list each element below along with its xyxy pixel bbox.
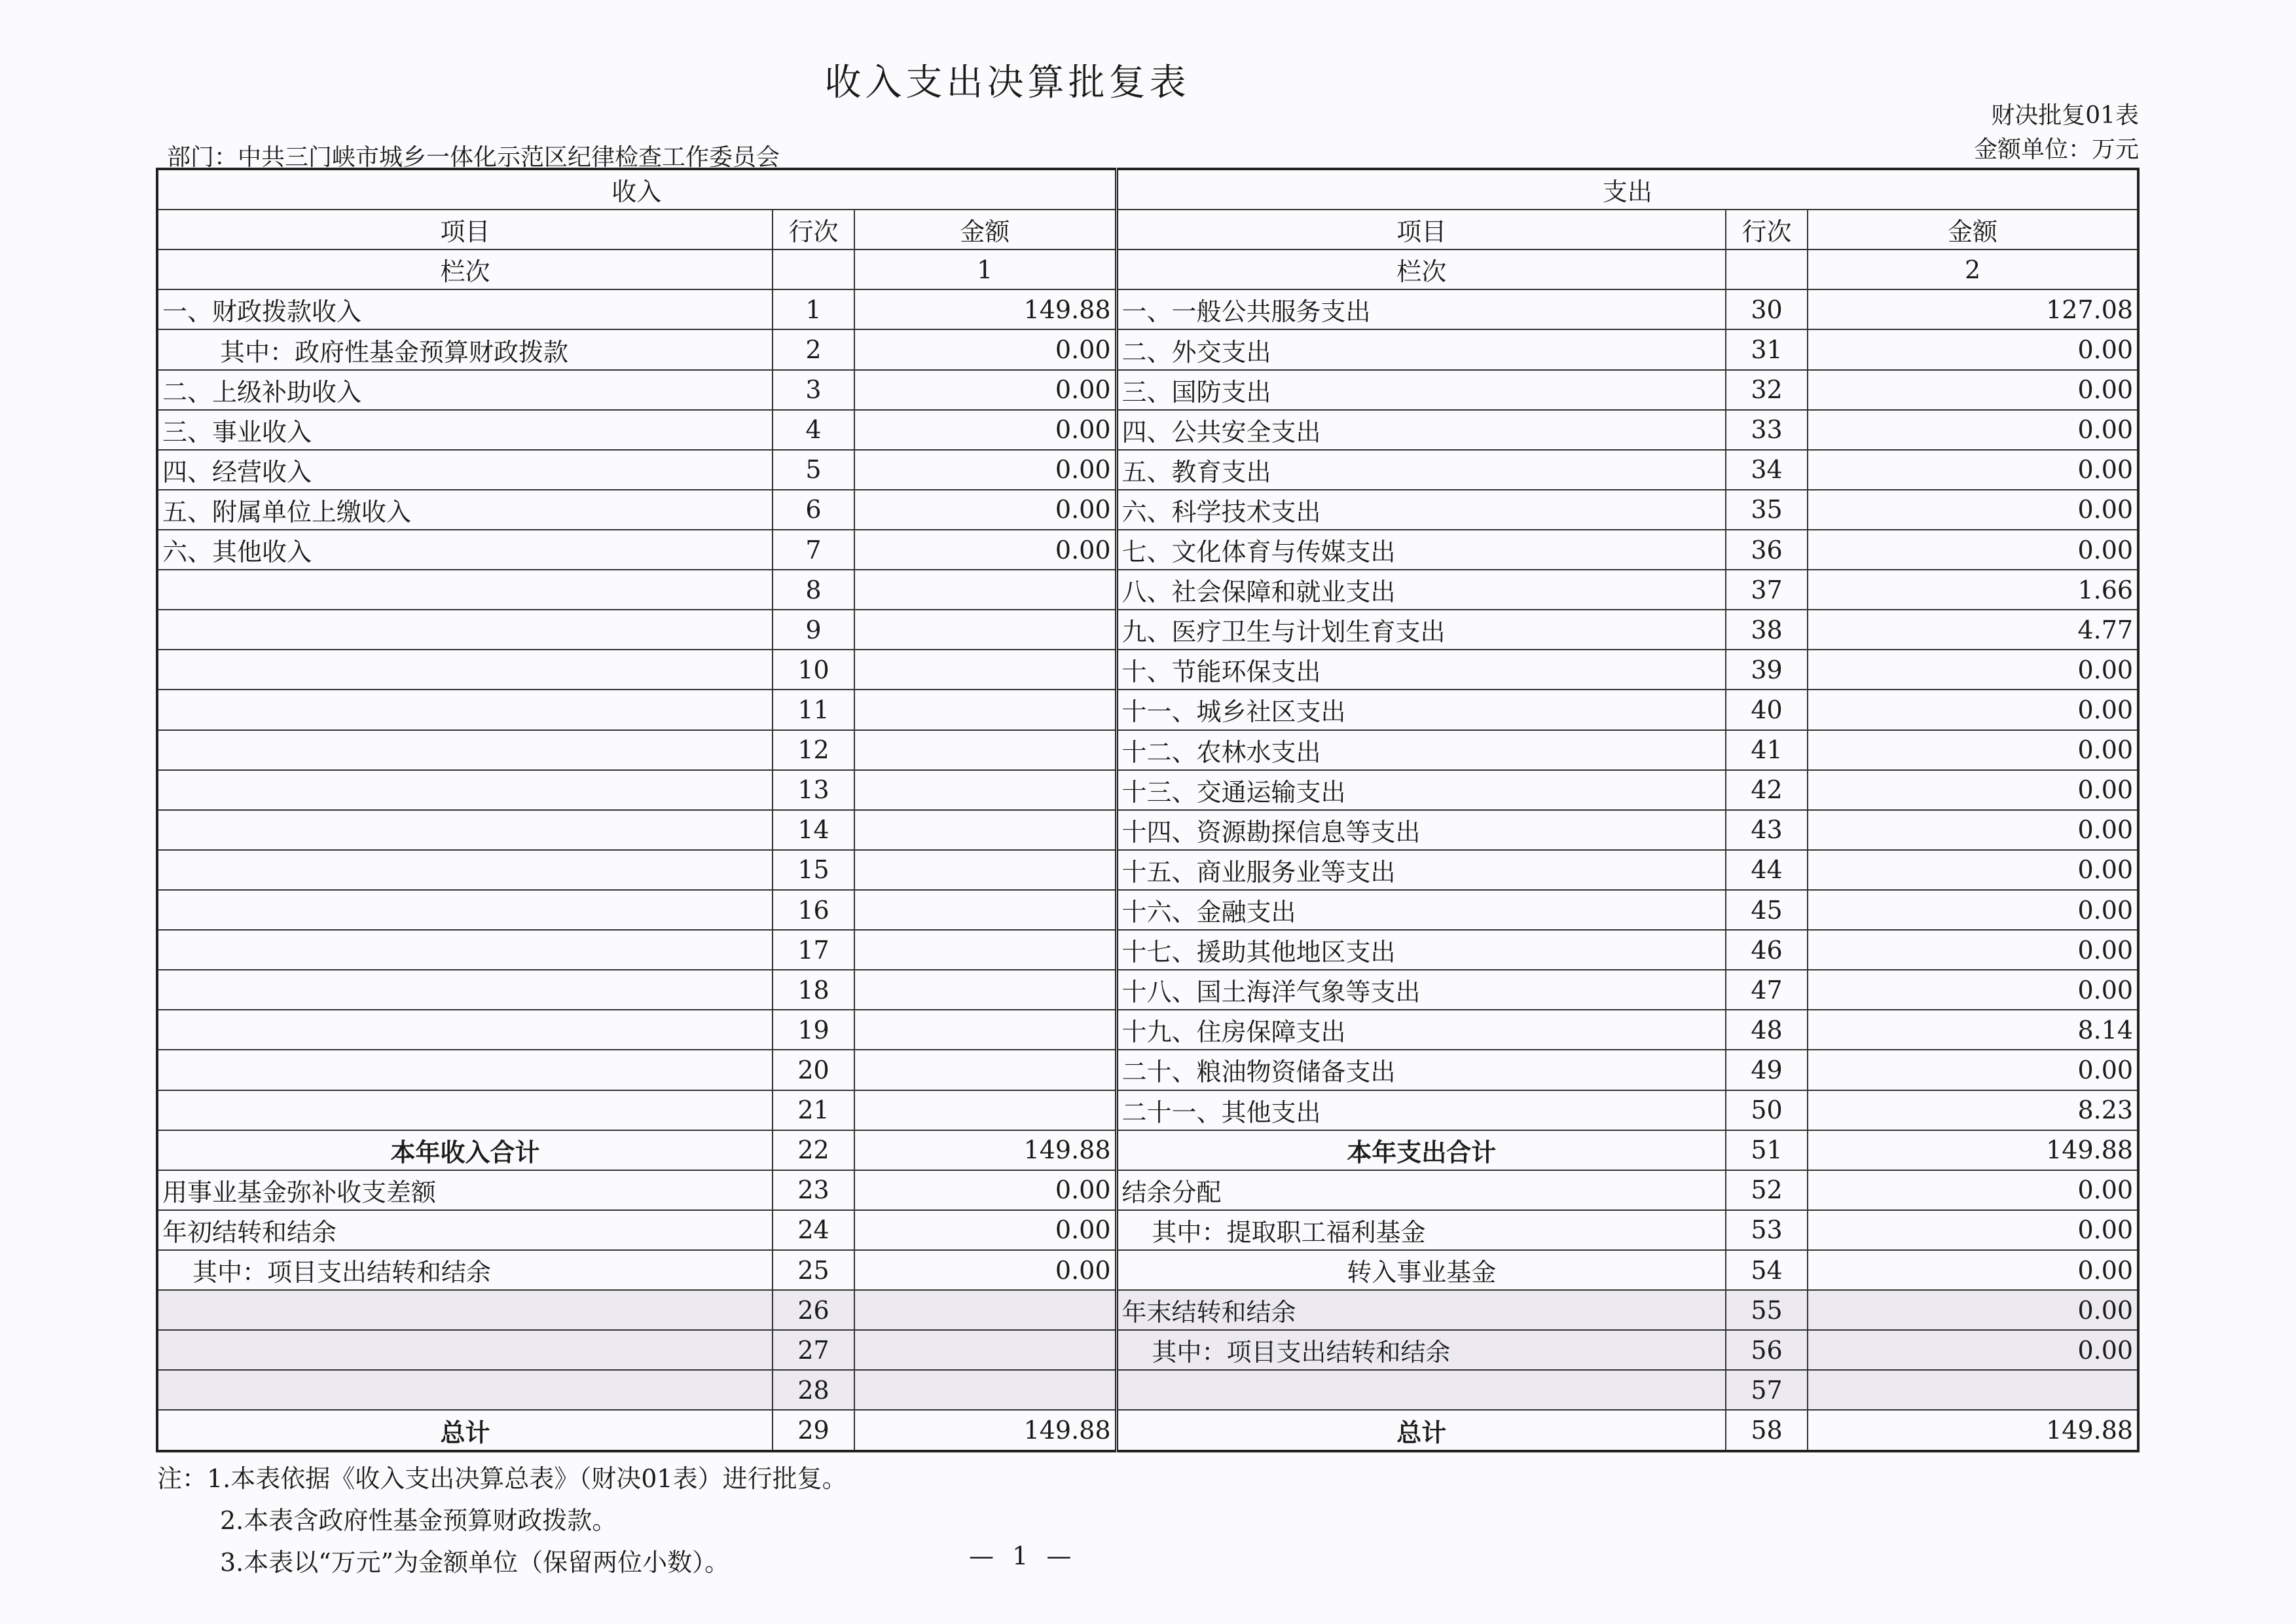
expense-item: 六、科学技术支出 xyxy=(1116,490,1726,530)
expense-column-index: 2 xyxy=(1808,249,2138,289)
income-amount xyxy=(854,890,1116,930)
table-row xyxy=(157,289,2138,329)
income-item xyxy=(157,1330,773,1370)
expense-row-no: 44 xyxy=(1726,850,1808,890)
expense-amount: 0.00 xyxy=(1808,1250,2138,1290)
expense-item: 十、节能环保支出 xyxy=(1116,650,1726,690)
expense-row-no: 37 xyxy=(1726,570,1808,610)
expense-row-no: 35 xyxy=(1726,490,1808,530)
expense-row-no: 56 xyxy=(1726,1330,1808,1370)
footnote-3: 3.本表以“万元”为金额单位（保留两位小数）。 xyxy=(220,1548,730,1577)
income-row-no: 27 xyxy=(773,1330,854,1370)
expense-row-no: 30 xyxy=(1726,289,1808,329)
table-row xyxy=(157,930,2138,970)
income-amount: 0.00 xyxy=(854,410,1116,450)
income-item xyxy=(157,650,773,690)
income-row-no-header: 行次 xyxy=(773,210,854,249)
income-amount: 0.00 xyxy=(854,530,1116,570)
income-item: 其中：政府性基金预算财政拨款 xyxy=(157,329,773,369)
income-amount xyxy=(854,610,1116,650)
expense-item: 十四、资源勘探信息等支出 xyxy=(1116,810,1726,850)
income-row-no: 13 xyxy=(773,770,854,810)
expense-amount: 0.00 xyxy=(1808,770,2138,810)
expense-item: 十六、金融支出 xyxy=(1116,890,1726,930)
expense-row-no: 53 xyxy=(1726,1210,1808,1250)
expense-item: 十三、交通运输支出 xyxy=(1116,770,1726,810)
expense-item: 转入事业基金 xyxy=(1116,1250,1726,1290)
page-number: — 1 — xyxy=(969,1541,1077,1570)
income-item xyxy=(157,810,773,850)
expense-amount: 0.00 xyxy=(1808,1170,2138,1210)
income-item-header: 项目 xyxy=(157,210,773,249)
footnote-2: 2.本表含政府性基金预算财政拨款。 xyxy=(220,1506,617,1535)
table-header-section xyxy=(157,169,2138,210)
table-row xyxy=(157,1050,2138,1090)
expense-row-no: 50 xyxy=(1726,1090,1808,1130)
table-row xyxy=(157,730,2138,770)
income-row-no: 16 xyxy=(773,890,854,930)
expense-amount: 0.00 xyxy=(1808,650,2138,690)
income-amount xyxy=(854,1290,1116,1330)
income-item xyxy=(157,1090,773,1130)
expense-item: 十一、城乡社区支出 xyxy=(1116,690,1726,729)
income-row-no: 17 xyxy=(773,930,854,970)
expense-amount: 0.00 xyxy=(1808,530,2138,570)
expense-row-no: 31 xyxy=(1726,329,1808,369)
table-row xyxy=(157,970,2138,1010)
expense-row-no: 55 xyxy=(1726,1290,1808,1330)
income-item: 总计 xyxy=(157,1410,773,1451)
income-amount xyxy=(854,1330,1116,1370)
table-row xyxy=(157,1010,2138,1050)
expense-amount: 0.00 xyxy=(1808,1050,2138,1090)
table-row xyxy=(157,370,2138,410)
expense-amount: 149.88 xyxy=(1808,1130,2138,1170)
income-header: 收入 xyxy=(157,169,1116,210)
income-amount xyxy=(854,1370,1116,1410)
income-item: 三、事业收入 xyxy=(157,410,773,450)
table-row xyxy=(157,610,2138,650)
table-header-columns xyxy=(157,210,2138,249)
income-item xyxy=(157,1290,773,1330)
expense-row-no: 46 xyxy=(1726,930,1808,970)
income-row-no: 6 xyxy=(773,490,854,530)
expense-item: 一、一般公共服务支出 xyxy=(1116,289,1726,329)
income-item xyxy=(157,970,773,1010)
income-item: 五、附属单位上缴收入 xyxy=(157,490,773,530)
expense-amount: 1.66 xyxy=(1808,570,2138,610)
income-amount xyxy=(854,570,1116,610)
income-item xyxy=(157,1370,773,1410)
income-row-no: 9 xyxy=(773,610,854,650)
expense-row-no: 43 xyxy=(1726,810,1808,850)
expense-row-no: 48 xyxy=(1726,1010,1808,1050)
expense-row-no: 49 xyxy=(1726,1050,1808,1090)
expense-item: 十七、援助其他地区支出 xyxy=(1116,930,1726,970)
expense-item: 二十、粮油物资储备支出 xyxy=(1116,1050,1726,1090)
income-item xyxy=(157,890,773,930)
income-item xyxy=(157,930,773,970)
expense-row-no: 32 xyxy=(1726,370,1808,410)
expense-amount: 0.00 xyxy=(1808,810,2138,850)
expense-row-no: 52 xyxy=(1726,1170,1808,1210)
expense-row-no-header: 行次 xyxy=(1726,210,1808,249)
income-row-no: 10 xyxy=(773,650,854,690)
income-item: 本年收入合计 xyxy=(157,1130,773,1170)
income-row-no: 2 xyxy=(773,329,854,369)
table-row xyxy=(157,530,2138,570)
expense-amount: 0.00 xyxy=(1808,1290,2138,1330)
income-row-no: 29 xyxy=(773,1410,854,1451)
income-row-no: 19 xyxy=(773,1010,854,1050)
income-amount: 0.00 xyxy=(854,1250,1116,1290)
expense-amount: 0.00 xyxy=(1808,690,2138,729)
income-amount-header: 金额 xyxy=(854,210,1116,249)
expense-item: 结余分配 xyxy=(1116,1170,1726,1210)
expense-row-no: 57 xyxy=(1726,1370,1808,1410)
table-row xyxy=(157,1130,2138,1170)
income-item xyxy=(157,690,773,729)
income-amount: 149.88 xyxy=(854,1410,1116,1451)
income-row-no: 26 xyxy=(773,1290,854,1330)
income-row-no: 11 xyxy=(773,690,854,729)
table-row xyxy=(157,1370,2138,1410)
income-row-no: 1 xyxy=(773,289,854,329)
expense-amount: 0.00 xyxy=(1808,490,2138,530)
table-row xyxy=(157,410,2138,450)
income-row-no: 21 xyxy=(773,1090,854,1130)
income-column-no-label: 栏次 xyxy=(157,249,773,289)
income-row-no: 3 xyxy=(773,370,854,410)
expense-item: 总计 xyxy=(1116,1410,1726,1451)
expense-row-no: 42 xyxy=(1726,770,1808,810)
page-title: 收入支出决算批复表 xyxy=(824,62,1190,104)
table-row xyxy=(157,1330,2138,1370)
expense-item-header: 项目 xyxy=(1116,210,1726,249)
expense-amount: 0.00 xyxy=(1808,370,2138,410)
income-amount: 0.00 xyxy=(854,1210,1116,1250)
expense-amount: 149.88 xyxy=(1808,1410,2138,1451)
table-row xyxy=(157,890,2138,930)
income-item: 年初结转和结余 xyxy=(157,1210,773,1250)
income-amount xyxy=(854,970,1116,1010)
income-item xyxy=(157,850,773,890)
footnotes xyxy=(157,1458,847,1583)
income-item xyxy=(157,730,773,770)
expense-column-no-label: 栏次 xyxy=(1116,249,1726,289)
income-amount xyxy=(854,650,1116,690)
table-row xyxy=(157,1250,2138,1290)
income-amount: 0.00 xyxy=(854,370,1116,410)
expense-row-no: 39 xyxy=(1726,650,1808,690)
expense-row-no: 41 xyxy=(1726,730,1808,770)
expense-amount: 0.00 xyxy=(1808,1210,2138,1250)
income-item xyxy=(157,1050,773,1090)
income-amount xyxy=(854,770,1116,810)
expense-item: 其中：项目支出结转和结余 xyxy=(1116,1330,1726,1370)
income-column-index: 1 xyxy=(854,249,1116,289)
income-row-no: 24 xyxy=(773,1210,854,1250)
income-row-no: 8 xyxy=(773,570,854,610)
expense-item: 九、医疗卫生与计划生育支出 xyxy=(1116,610,1726,650)
table-row xyxy=(157,1410,2138,1451)
expense-amount: 0.00 xyxy=(1808,450,2138,490)
footnote-1: 注：1.本表依据《收入支出决算总表》（财决01表）进行批复。 xyxy=(157,1464,847,1493)
income-amount xyxy=(854,930,1116,970)
table-row xyxy=(157,810,2138,850)
expense-item: 年末结转和结余 xyxy=(1116,1290,1726,1330)
expense-amount: 0.00 xyxy=(1808,1330,2138,1370)
expense-row-no: 45 xyxy=(1726,890,1808,930)
expense-item: 十二、农林水支出 xyxy=(1116,730,1726,770)
table-row xyxy=(157,1290,2138,1330)
expense-item: 十五、商业服务业等支出 xyxy=(1116,850,1726,890)
expense-amount: 0.00 xyxy=(1808,410,2138,450)
income-item xyxy=(157,570,773,610)
income-item: 用事业基金弥补收支差额 xyxy=(157,1170,773,1210)
income-item: 其中：项目支出结转和结余 xyxy=(157,1250,773,1290)
form-number: 财决批复01表 xyxy=(1991,102,2139,129)
expense-row-no: 33 xyxy=(1726,410,1808,450)
expense-item: 四、公共安全支出 xyxy=(1116,410,1726,450)
income-row-no: 14 xyxy=(773,810,854,850)
table-row xyxy=(157,570,2138,610)
income-item xyxy=(157,610,773,650)
income-column-no-empty xyxy=(773,249,854,289)
income-amount: 0.00 xyxy=(854,490,1116,530)
expense-column-no-empty xyxy=(1726,249,1808,289)
expense-item: 八、社会保障和就业支出 xyxy=(1116,570,1726,610)
expense-row-no: 51 xyxy=(1726,1130,1808,1170)
expense-item xyxy=(1116,1370,1726,1410)
income-item xyxy=(157,770,773,810)
income-row-no: 23 xyxy=(773,1170,854,1210)
expense-row-no: 54 xyxy=(1726,1250,1808,1290)
amount-unit: 金额单位：万元 xyxy=(1973,136,2139,163)
expense-item: 十九、住房保障支出 xyxy=(1116,1010,1726,1050)
expense-amount: 8.14 xyxy=(1808,1010,2138,1050)
income-amount xyxy=(854,690,1116,729)
expense-item: 五、教育支出 xyxy=(1116,450,1726,490)
income-row-no: 4 xyxy=(773,410,854,450)
expense-row-no: 38 xyxy=(1726,610,1808,650)
expense-row-no: 40 xyxy=(1726,690,1808,729)
expense-amount: 127.08 xyxy=(1808,289,2138,329)
income-item xyxy=(157,1010,773,1050)
table-row xyxy=(157,450,2138,490)
expense-item: 二十一、其他支出 xyxy=(1116,1090,1726,1130)
income-row-no: 7 xyxy=(773,530,854,570)
income-row-no: 20 xyxy=(773,1050,854,1090)
income-amount xyxy=(854,850,1116,890)
expense-item: 本年支出合计 xyxy=(1116,1130,1726,1170)
expense-row-no: 58 xyxy=(1726,1410,1808,1451)
income-item: 二、上级补助收入 xyxy=(157,370,773,410)
income-row-no: 18 xyxy=(773,970,854,1010)
table-row xyxy=(157,1210,2138,1250)
table-column-index-row xyxy=(157,249,2138,289)
expense-amount: 4.77 xyxy=(1808,610,2138,650)
income-amount: 149.88 xyxy=(854,1130,1116,1170)
expense-amount: 0.00 xyxy=(1808,730,2138,770)
expense-header: 支出 xyxy=(1116,169,2138,210)
income-amount: 0.00 xyxy=(854,329,1116,369)
expense-row-no: 36 xyxy=(1726,530,1808,570)
income-row-no: 28 xyxy=(773,1370,854,1410)
table-row xyxy=(157,850,2138,890)
expense-amount: 8.23 xyxy=(1808,1090,2138,1130)
expense-amount: 0.00 xyxy=(1808,930,2138,970)
income-amount: 149.88 xyxy=(854,289,1116,329)
settlement-table xyxy=(156,168,2140,1452)
expense-item: 七、文化体育与传媒支出 xyxy=(1116,530,1726,570)
income-row-no: 12 xyxy=(773,730,854,770)
table-row xyxy=(157,690,2138,729)
expense-amount: 0.00 xyxy=(1808,970,2138,1010)
income-amount xyxy=(854,730,1116,770)
expense-amount: 0.00 xyxy=(1808,850,2138,890)
expense-item: 其中：提取职工福利基金 xyxy=(1116,1210,1726,1250)
table-row xyxy=(157,770,2138,810)
table-row xyxy=(157,329,2138,369)
income-amount xyxy=(854,810,1116,850)
expense-row-no: 47 xyxy=(1726,970,1808,1010)
expense-amount: 0.00 xyxy=(1808,329,2138,369)
expense-item: 十八、国土海洋气象等支出 xyxy=(1116,970,1726,1010)
expense-amount-header: 金额 xyxy=(1808,210,2138,249)
income-amount: 0.00 xyxy=(854,1170,1116,1210)
expense-amount xyxy=(1808,1370,2138,1410)
income-row-no: 5 xyxy=(773,450,854,490)
income-amount xyxy=(854,1010,1116,1050)
table-row xyxy=(157,490,2138,530)
income-amount: 0.00 xyxy=(854,450,1116,490)
income-amount xyxy=(854,1090,1116,1130)
expense-amount: 0.00 xyxy=(1808,890,2138,930)
table-row xyxy=(157,1170,2138,1210)
expense-item: 三、国防支出 xyxy=(1116,370,1726,410)
income-item: 四、经营收入 xyxy=(157,450,773,490)
expense-item: 二、外交支出 xyxy=(1116,329,1726,369)
income-amount xyxy=(854,1050,1116,1090)
income-item: 一、财政拨款收入 xyxy=(157,289,773,329)
income-row-no: 25 xyxy=(773,1250,854,1290)
department-label: 部门：中共三门峡市城乡一体化示范区纪律检查工作委员会 xyxy=(167,144,780,171)
expense-row-no: 34 xyxy=(1726,450,1808,490)
income-row-no: 22 xyxy=(773,1130,854,1170)
table-row xyxy=(157,650,2138,690)
income-row-no: 15 xyxy=(773,850,854,890)
table-row xyxy=(157,1090,2138,1130)
income-item: 六、其他收入 xyxy=(157,530,773,570)
